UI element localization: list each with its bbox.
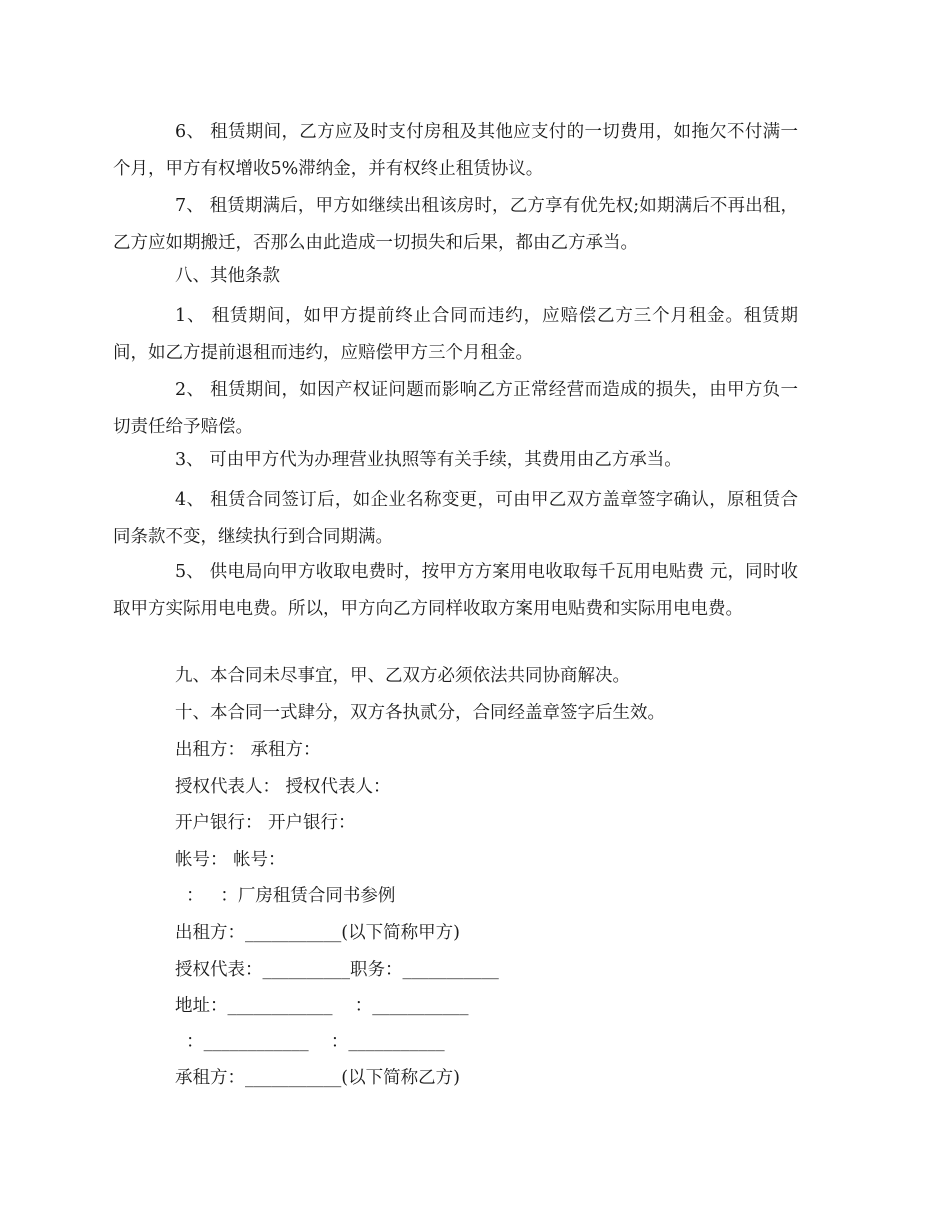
sign-representatives: 授权代表人： 授权代表人： (175, 777, 391, 797)
sign-accounts: 帐号： 帐号： (175, 850, 286, 870)
next-doc-lessee: 承租方：___________(以下简称乙方) (175, 1068, 460, 1088)
section-8-heading: 八、其他条款 (175, 266, 280, 286)
other-clause-2: 2、 租赁期间，如因产权证问题而影响乙方正常经营而造成的损失，由甲方负一切责任给予赔偿。 (113, 380, 798, 437)
clause-7: 7、 租赁期满后，甲方如继续出租该房时，乙方享有优先权;如期满后不再出租，乙方应如期搬迁，否那么由此造成一切损失和后果，都由乙方承当。 (113, 196, 798, 253)
sign-banks: 开户银行： 开户银行： (175, 813, 356, 833)
next-doc-representative: 授权代表：__________职务：___________ (175, 960, 499, 980)
sign-lessor-lessee: 出租方： 承租方： (175, 740, 321, 760)
next-doc-title: ： ：厂房租赁合同书参例 (175, 886, 396, 906)
next-doc-contact: ：____________ ：___________ (175, 1032, 445, 1052)
other-clause-4: 4、 租赁合同签订后，如企业名称变更，可由甲乙双方盖章签字确认，原租赁合同条款不变，继续执行到合同期满。 (113, 490, 798, 547)
other-clause-5: 5、 供电局向甲方收取电费时，按甲方方案用电收取每千瓦用电贴费 元，同时收取甲方实际用电电费。所以，甲方向乙方同样收取方案用电贴费和实际用电电费。 (113, 562, 798, 619)
clause-6: 6、 租赁期间，乙方应及时支付房租及其他应支付的一切费用，如拖欠不付满一个月，甲方有权增收5%滞纳金，并有权终止租赁协议。 (113, 122, 798, 179)
section-9: 九、本合同未尽事宜，甲、乙双方必须依法共同协商解决。 (175, 666, 630, 686)
other-clause-1: 1、 租赁期间，如甲方提前终止合同而违约，应赔偿乙方三个月租金。租赁期间，如乙方提前退租而违约，应赔偿甲方三个月租金。 (113, 306, 798, 363)
other-clause-3: 3、 可由甲方代为办理营业执照等有关手续，其费用由乙方承当。 (175, 450, 682, 470)
next-doc-lessor: 出租方：___________(以下简称甲方) (175, 923, 460, 943)
section-10: 十、本合同一式肆分，双方各执贰分，合同经盖章签字后生效。 (175, 703, 665, 723)
next-doc-address: 地址：____________ ：___________ (175, 996, 469, 1016)
